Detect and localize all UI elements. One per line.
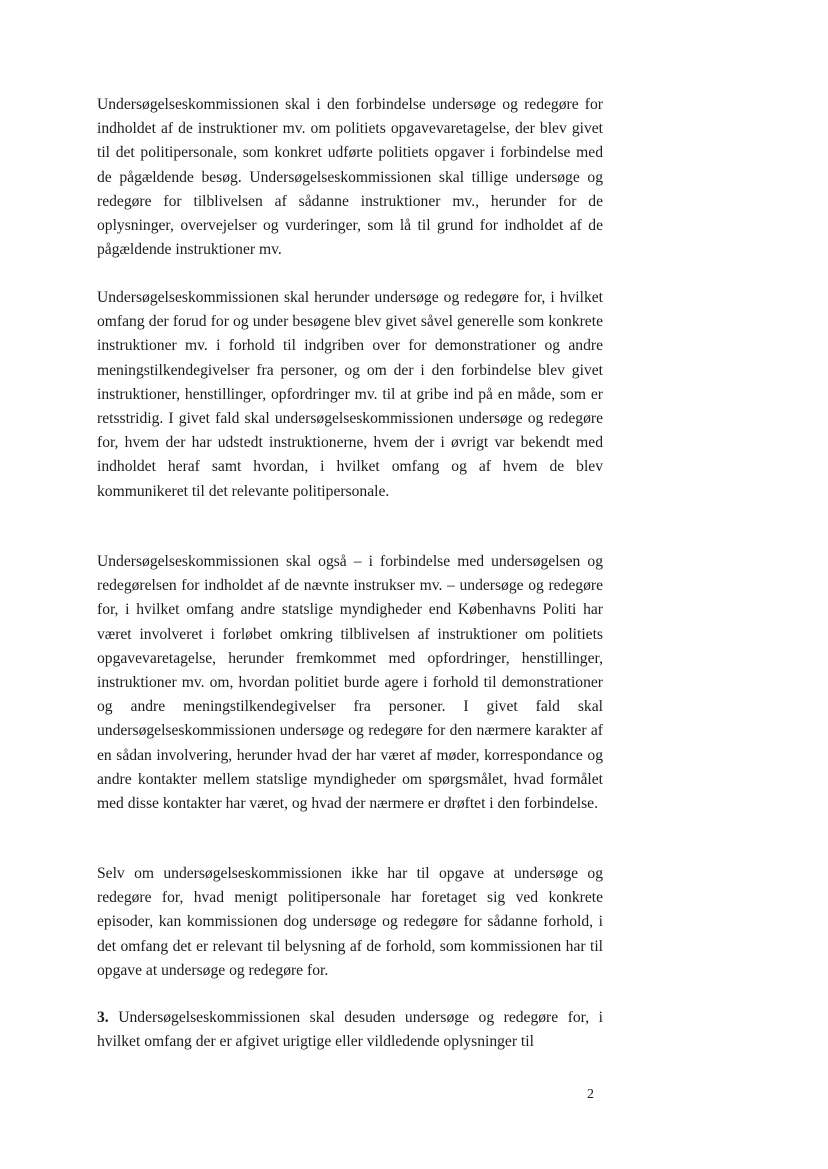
paragraph-1: Undersøgelseskommissionen skal i den forbindelse undersøge og redegøre for indholdet af de instruktioner mv. om politiets opgavevaretagelse, der blev givet til det politipersonale, som konkret udførte politiets opgaver i forbindelse med de pågældende besøg. Undersøgelseskommissionen skal tillige undersøge og redegøre for tilblivelsen af sådanne instruktioner mv., herunder for de oplysninger, overvejelser og vurderinger, som lå til grund for indholdet af de pågældende instruktioner mv. — [97, 96, 603, 259]
page-number: 2 — [587, 1087, 594, 1102]
paragraph-4: Selv om undersøgelseskommissionen ikke har til opgave at undersøge og redegøre for, hvad menigt politipersonale har foretaget sig ved konkrete episoder, kan kommissionen dog undersøge og redegøre for sådanne forhold, i det omfang det er relevant til belysning af de forhold, som kommissionen har til opgave at undersøge og redegøre for. — [97, 865, 603, 979]
paragraph-3: Undersøgelseskommissionen skal også – i forbindelse med undersøgelsen og redegørelsen for indholdet af de nævnte instrukser mv. – undersøge og redegøre for, i hvilket omfang andre statslige myndigheder end Københavns Politi har været involveret i forløbet omkring tilblivelsen af instruktioner om politiets opgavevaretagelse, herunder fremkommet med opfordringer, henstillinger, instruktioner mv. om, hvordan politiet burde agere i forhold til demonstrationer og andre meningstilkendegivelser fra personer. I givet fald skal undersøgelseskommissionen undersøge og redegøre for den nærmere karakter af en sådan involvering, herunder hvad der har været af møder, korrespondance og andre kontakter mellem statslige myndigheder om spørgsmålet, hvad formålet med disse kontakter har været, og hvad der nærmere er drøftet i den forbindelse. — [97, 553, 603, 813]
paragraph-2: Undersøgelseskommissionen skal herunder undersøge og redegøre for, i hvilket omfang der forud for og under besøgene blev givet såvel generelle som konkrete instruktioner mv. i forhold til indgriben over for demonstrationer og andre meningstilkendegivelser fra personer, og om der i den forbindelse blev givet instruktioner, henstillinger, opfordringer mv. til at gribe ind på en måde, som er retsstridig. I givet fald skal undersøgelseskommissionen undersøge og redegøre for, hvem der har udstedt instruktionerne, hvem der i øvrigt var bekendt med indholdet heraf samt hvordan, i hvilket omfang og af hvem de blev kommunikeret til det relevante politipersonale. — [97, 289, 603, 500]
item-text: Undersøgelseskommissionen skal desuden undersøge og redegøre for, i hvilket omfang der er afgivet urigtige eller vildledende oplysninger til — [97, 1009, 603, 1051]
numbered-paragraph-3 — [97, 1006, 603, 1054]
item-number: 3. — [97, 1009, 109, 1026]
